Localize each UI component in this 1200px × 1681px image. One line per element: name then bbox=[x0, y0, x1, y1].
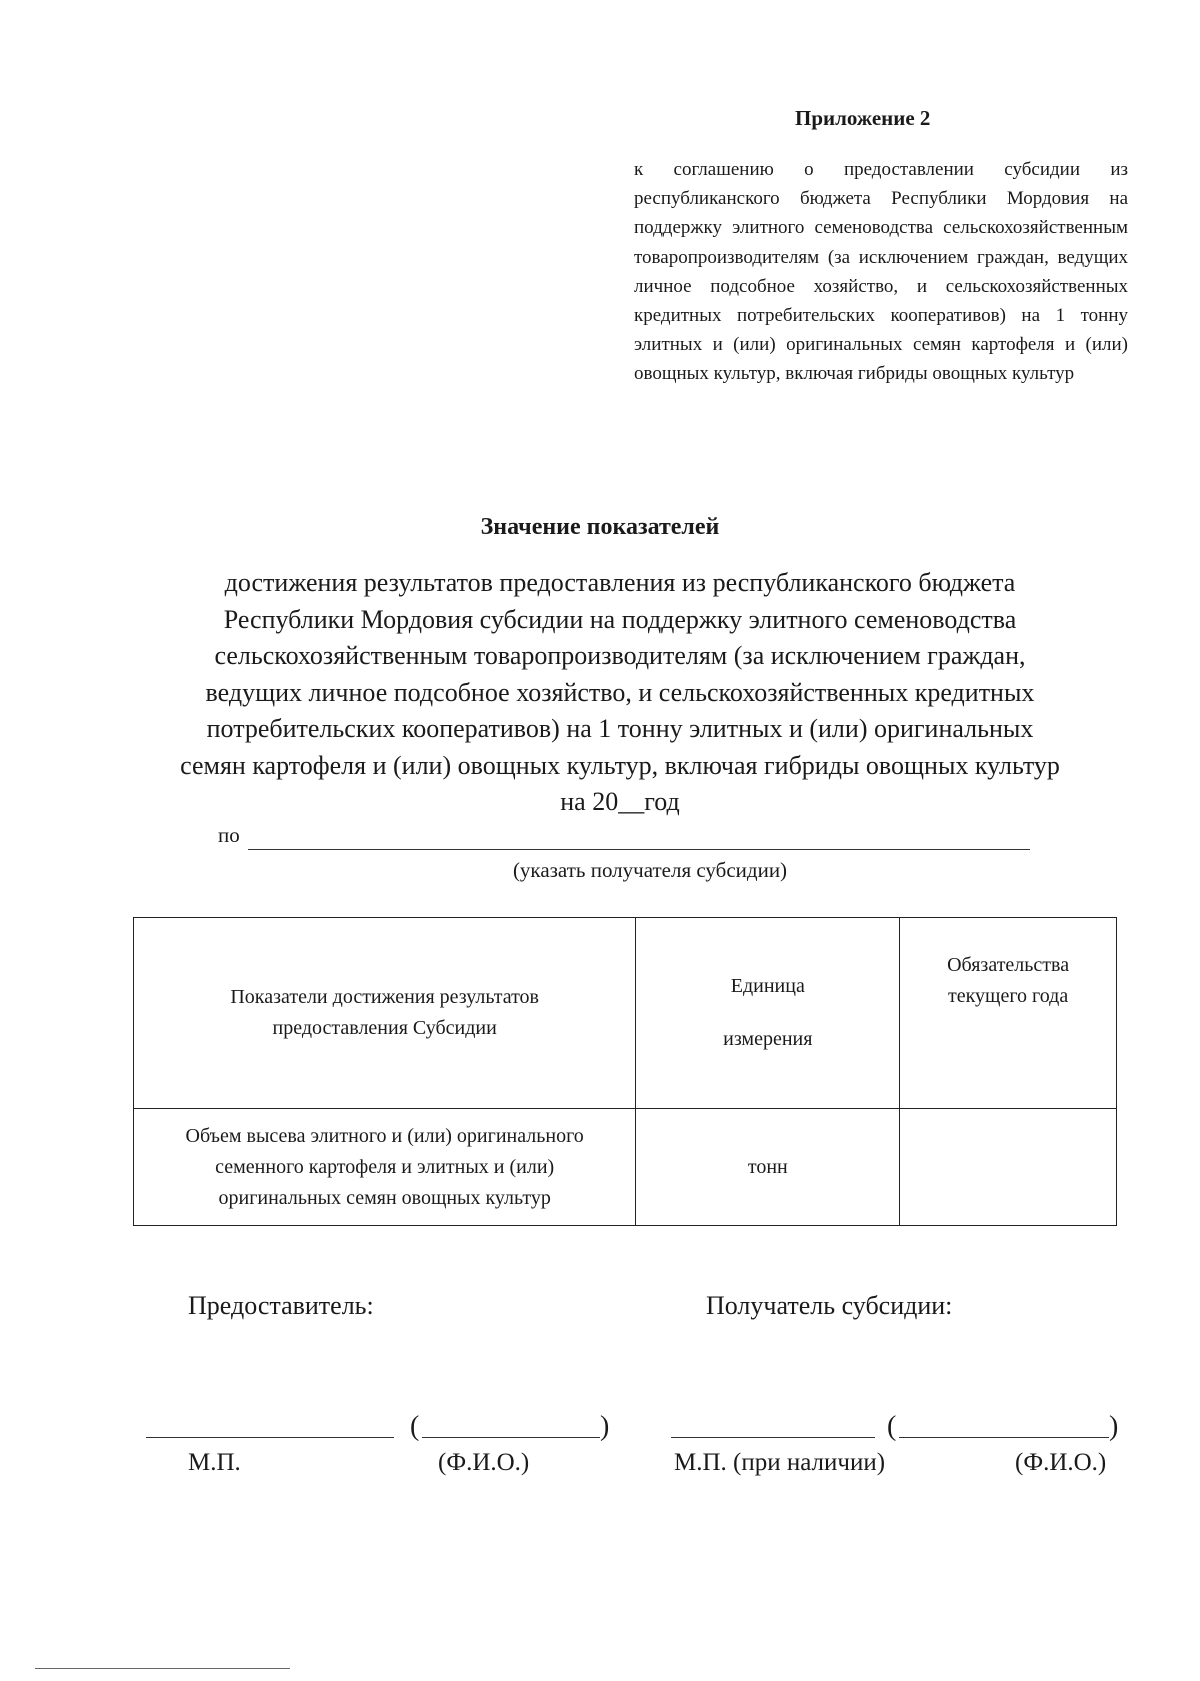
indicators-table bbox=[133, 917, 1117, 1226]
header-text: Показатели достижения результатов bbox=[230, 986, 539, 1008]
recipient-mp: М.П. (при наличии) bbox=[674, 1449, 886, 1476]
description-line: достижения результатов предоставления из республиканского бюджета bbox=[224, 568, 1016, 597]
description-line: потребительских кооперативов) на 1 тонну элитных и (или) оригинальных bbox=[206, 714, 1034, 743]
provider-label: Предоставитель: bbox=[188, 1291, 374, 1320]
description-year-line: на 20__год bbox=[560, 787, 680, 816]
header-text: Единица bbox=[730, 975, 805, 997]
cell-text: Объем высева элитного и (или) оригинального bbox=[185, 1124, 584, 1147]
description-line: семян картофеля и (или) овощных культур, включая гибриды овощных культур bbox=[180, 750, 1060, 780]
recipient-fio-line[interactable] bbox=[899, 1437, 1109, 1438]
description-line: сельскохозяйственным товаропроизводителям (за исключением граждан, bbox=[214, 641, 1026, 670]
document-description bbox=[100, 565, 1140, 821]
recipient-fill-line[interactable] bbox=[248, 849, 1030, 850]
provider-fio: (Ф.И.О.) bbox=[438, 1449, 530, 1476]
recipient-open-paren: ( bbox=[887, 1411, 897, 1442]
recipient-fio: (Ф.И.О.) bbox=[1015, 1449, 1107, 1476]
recipient-close-paren: ) bbox=[1109, 1411, 1119, 1442]
recipient-label: Получатель субсидии: bbox=[706, 1291, 953, 1320]
cell-indicator bbox=[134, 1109, 636, 1226]
header-text: текущего года bbox=[948, 985, 1069, 1007]
cell-unit: тонн bbox=[636, 1109, 900, 1226]
provider-close-paren: ) bbox=[600, 1411, 610, 1442]
header-text: предоставления Субсидии bbox=[272, 1017, 497, 1039]
provider-open-paren: ( bbox=[410, 1411, 420, 1442]
appendix-subtitle: к соглашению о предоставлении субсидии из республиканского бюджета Республики Мордовия на поддержку элитного семеноводства сельскохозяйственным товаропроизводителям (за исключением граждан, ведущих личное подсобное хозяйство, и сельскохозяйственных кредитных потребительских кооперативов) на 1 тонну элитных и (или) оригинальных семян картофеля и (или) овощных культур, включая гибриды овощных культур bbox=[634, 159, 1128, 385]
provider-fio-line[interactable] bbox=[422, 1437, 600, 1438]
header-indicator bbox=[134, 918, 636, 1109]
recipient-prefix: по bbox=[218, 823, 240, 847]
cell-text: оригинальных семян овощных культур bbox=[218, 1186, 551, 1209]
table-header-row bbox=[134, 918, 1117, 1109]
appendix-title: Приложение 2 bbox=[795, 106, 931, 130]
cell-text: семенного картофеля и элитных и (или) bbox=[215, 1155, 555, 1178]
description-line: Республики Мордовия субсидии на поддержку элитного семеноводства bbox=[223, 604, 1017, 634]
cell-obligation[interactable] bbox=[900, 1109, 1117, 1226]
header-text: Обязательства bbox=[947, 954, 1070, 976]
document-heading: Значение показателей bbox=[480, 514, 720, 540]
header-obligation bbox=[900, 918, 1117, 1109]
provider-mp: М.П. bbox=[188, 1449, 241, 1476]
header-text: измерения bbox=[723, 1028, 813, 1050]
description-line: ведущих личное подсобное хозяйство, и сельскохозяйственных кредитных bbox=[205, 677, 1035, 707]
provider-signature-line[interactable] bbox=[146, 1437, 394, 1438]
recipient-caption: (указать получателя субсидии) bbox=[512, 858, 788, 882]
table-row bbox=[134, 1109, 1117, 1226]
footer-divider bbox=[35, 1668, 290, 1669]
recipient-signature-line[interactable] bbox=[671, 1437, 875, 1438]
header-unit bbox=[636, 918, 900, 1109]
